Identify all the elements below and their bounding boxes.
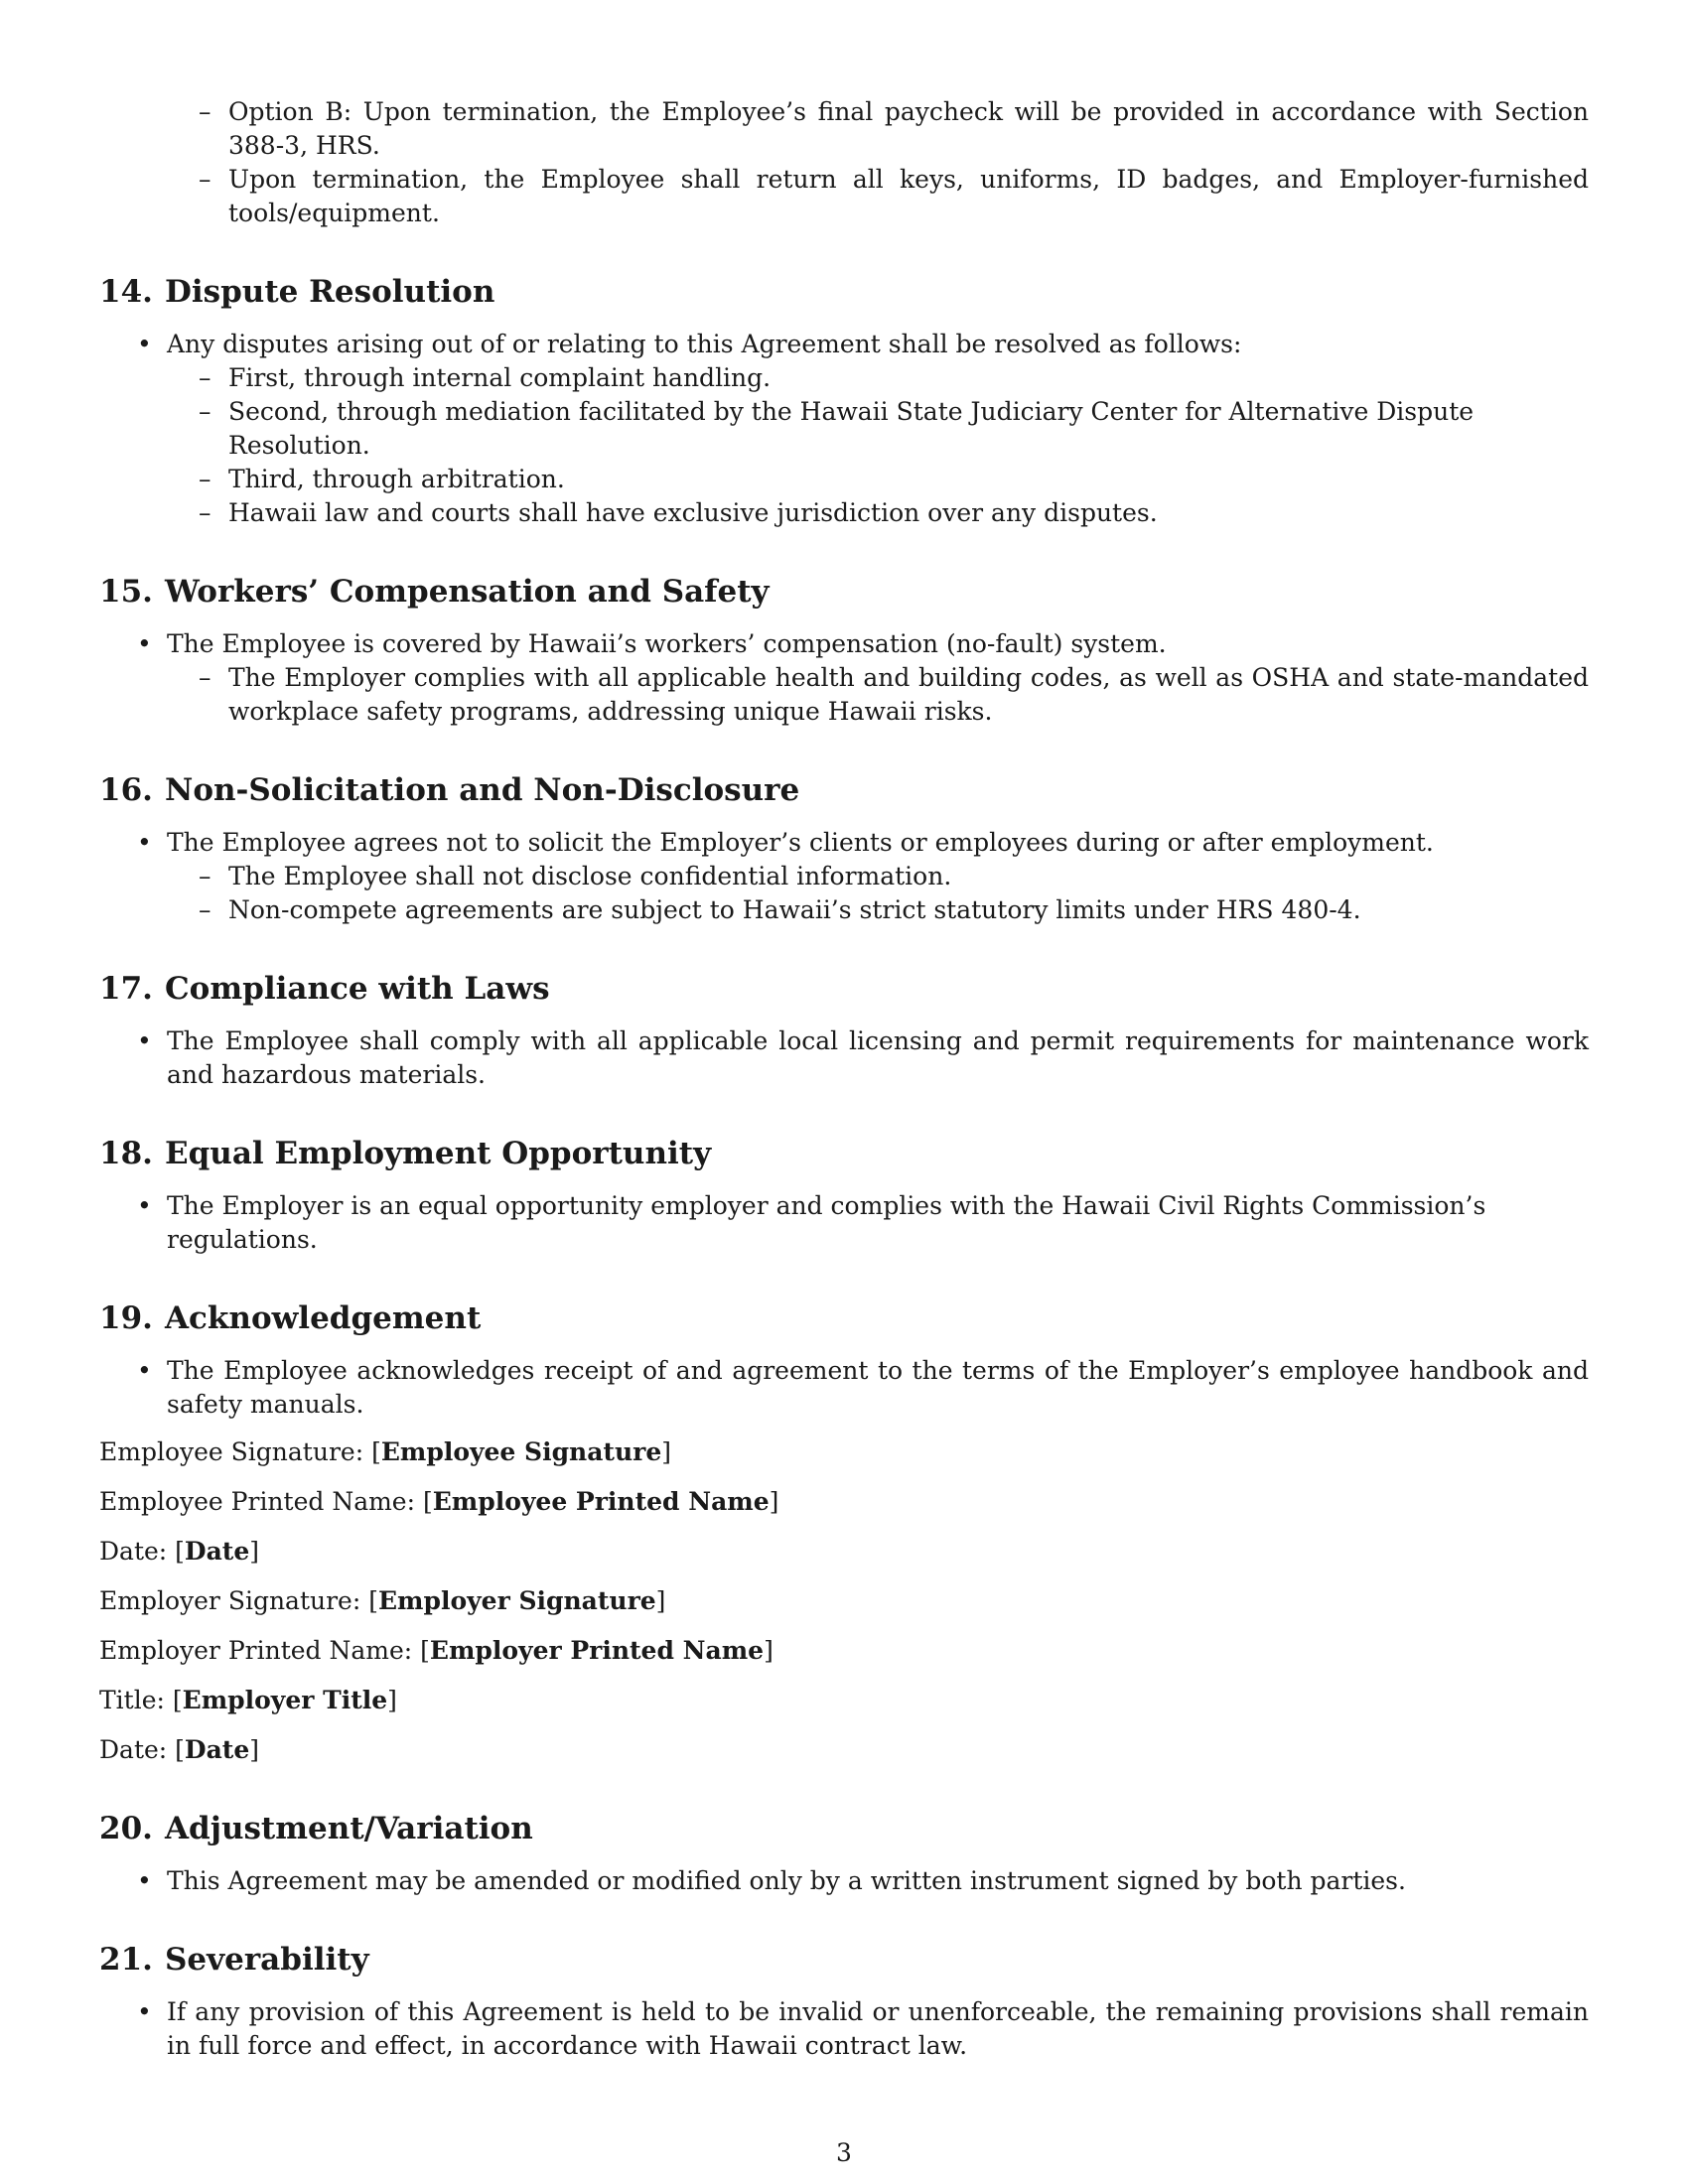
section-title: Adjustment/Variation — [165, 1811, 533, 1846]
section-title: Workers’ Compensation and Safety — [165, 574, 770, 610]
section-heading-compliance — [99, 969, 1589, 1009]
sub-list-item: – The Employee shall not disclose confidential information. — [167, 860, 1589, 893]
sub-list-item: – Hawaii law and courts shall have exclusive jurisdiction over any disputes. — [167, 496, 1589, 530]
section-title: Equal Employment Opportunity — [165, 1136, 712, 1171]
section-title: Acknowledgement — [165, 1300, 482, 1336]
signature-line: Date: [Date] — [99, 1537, 260, 1566]
field-placeholder: Employer Printed Name — [429, 1636, 765, 1665]
section-title: Non-Solicitation and Non-Disclosure — [165, 772, 800, 808]
list-item: – Option B: Upon termination, the Employee’s final paycheck will be provided in accordance with Section 388-3, HRS. — [99, 95, 1589, 163]
list-item — [99, 826, 1589, 927]
sub-list-item: – Second, through mediation facilitated by the Hawaii State Judiciary Center for Alternative Dispute Resolution. — [167, 395, 1589, 463]
sub-list-item: – Third, through arbitration. — [167, 463, 1589, 496]
section-heading-adjustment — [99, 1809, 1589, 1848]
field-label: Employee Signature: — [99, 1437, 364, 1466]
signature-line: Employee Signature: [Employee Signature] — [99, 1437, 672, 1466]
section-number: 20. — [99, 1811, 153, 1846]
signature-line: Title: [Employer Title] — [99, 1686, 397, 1714]
bullet-text: The Employee is covered by Hawaii’s workers’ compensation (no-fault) system. — [167, 629, 1167, 658]
acknowledgement-list — [99, 1354, 1589, 1422]
signature-line: Employer Printed Name: [Employer Printed Name] — [99, 1636, 774, 1665]
field-label: Employer Printed Name: — [99, 1636, 413, 1665]
severability-list — [99, 1995, 1589, 2063]
field-label: Employer Signature: — [99, 1586, 361, 1615]
termination-list — [99, 95, 1589, 230]
section-number: 21. — [99, 1942, 153, 1978]
section-heading-equal-employment — [99, 1134, 1589, 1173]
signature-line: Employer Signature: [Employer Signature] — [99, 1586, 666, 1615]
section-number: 15. — [99, 574, 153, 610]
section-number: 17. — [99, 971, 153, 1007]
section-number: 16. — [99, 772, 153, 808]
section-number: 19. — [99, 1300, 153, 1336]
dispute-resolution-list — [99, 328, 1589, 530]
non-solicitation-list — [99, 826, 1589, 927]
field-label: Employee Printed Name: — [99, 1487, 416, 1516]
section-heading-acknowledgement — [99, 1298, 1589, 1338]
field-label: Title: — [99, 1686, 165, 1714]
sub-list — [167, 661, 1589, 729]
list-item: • The Employee acknowledges receipt of and agreement to the terms of the Employer’s employee handbook and safety manuals. — [99, 1354, 1589, 1422]
section-title: Severability — [165, 1942, 369, 1978]
signature-line: Employee Printed Name: [Employee Printed Name] — [99, 1487, 779, 1516]
field-placeholder: Employer Signature — [377, 1586, 656, 1615]
sub-list-item: – The Employer complies with all applicable health and building codes, as well as OSHA and state-mandated workplace safety programs, addressing unique Hawaii risks. — [167, 661, 1589, 729]
section-heading-dispute-resolution — [99, 272, 1589, 312]
equal-employment-list — [99, 1189, 1589, 1257]
section-heading-workers-compensation — [99, 572, 1589, 612]
field-label: Date: — [99, 1735, 168, 1764]
section-title: Compliance with Laws — [165, 971, 550, 1007]
compliance-list — [99, 1024, 1589, 1092]
field-placeholder: Date — [184, 1537, 250, 1566]
field-label: Date: — [99, 1537, 168, 1566]
sub-list — [167, 361, 1589, 530]
document-page — [99, 95, 1589, 2063]
list-item: – Upon termination, the Employee shall return all keys, uniforms, ID badges, and Employer-furnished tools/equipment. — [99, 163, 1589, 230]
list-item: • This Agreement may be amended or modified only by a written instrument signed by both parties. — [99, 1864, 1589, 1898]
adjustment-list — [99, 1864, 1589, 1898]
list-item — [99, 627, 1589, 729]
section-number: 18. — [99, 1136, 153, 1171]
bullet-text: The Employee agrees not to solicit the Employer’s clients or employees during or after employment. — [167, 828, 1434, 857]
page-number: 3 — [836, 2138, 852, 2167]
section-heading-non-solicitation — [99, 770, 1589, 810]
signature-line: Date: [Date] — [99, 1735, 260, 1764]
section-title: Dispute Resolution — [165, 274, 495, 310]
workers-compensation-list — [99, 627, 1589, 729]
list-item: • The Employee shall comply with all applicable local licensing and permit requirements for maintenance work and hazardous materials. — [99, 1024, 1589, 1092]
sub-list-item: – First, through internal complaint handling. — [167, 361, 1589, 395]
section-number: 14. — [99, 274, 153, 310]
sub-list — [167, 860, 1589, 927]
list-item: • If any provision of this Agreement is held to be invalid or unenforceable, the remaining provisions shall remain in full force and effect, in accordance with Hawaii contract law. — [99, 1995, 1589, 2063]
field-placeholder: Employee Printed Name — [432, 1487, 770, 1516]
sub-list-item: – Non-compete agreements are subject to Hawaii’s strict statutory limits under HRS 480-4. — [167, 893, 1589, 927]
bullet-text: Any disputes arising out of or relating to this Agreement shall be resolved as follows: — [167, 330, 1242, 358]
field-placeholder: Date — [184, 1735, 250, 1764]
signature-block — [99, 1435, 1589, 1767]
field-placeholder: Employee Signature — [380, 1437, 662, 1466]
field-placeholder: Employer Title — [182, 1686, 388, 1714]
section-heading-severability — [99, 1940, 1589, 1979]
list-item — [99, 328, 1589, 530]
list-item: • The Employer is an equal opportunity employer and complies with the Hawaii Civil Rights Commission’s regulations. — [99, 1189, 1589, 1257]
